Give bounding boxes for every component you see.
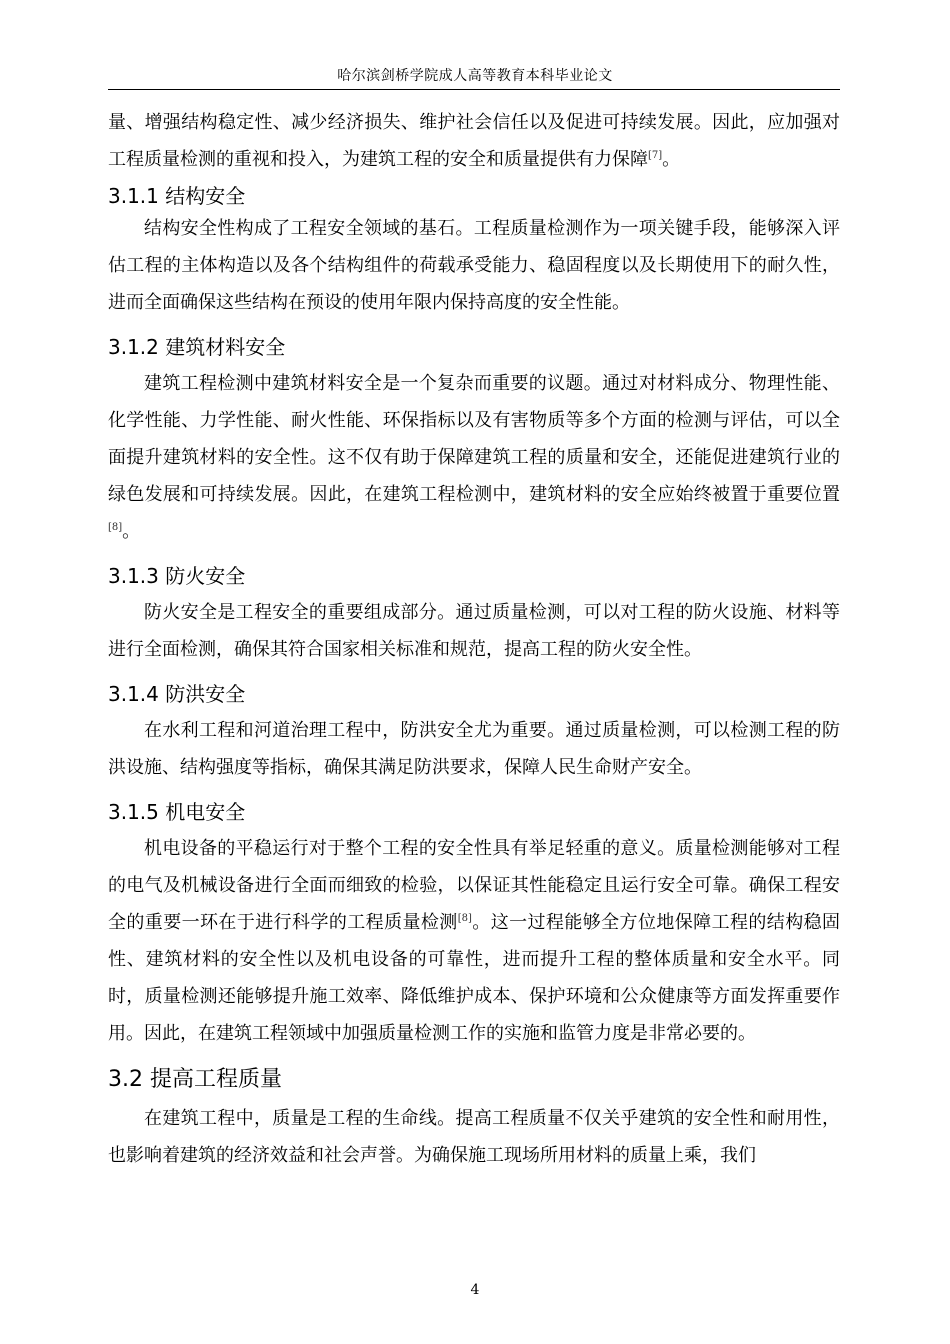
paragraph-3-1-2-tail: 。: [122, 521, 141, 542]
heading-3-1-2: 3.1.2 建筑材料安全: [108, 335, 286, 359]
citation-8: [8]: [108, 522, 123, 533]
paragraph-3-1-2-text: 建筑工程检测中建筑材料安全是一个复杂而重要的议题。通过对材料成分、物理性能、化学性能、力学性能、耐火性能、环保指标以及有害物质等多个方面的检测与评估，可以全面提升建筑材料的安全性。这不仅有助于保障建筑工程的质量和安全，还能促进建筑行业的绿色发展和可持续发展。因此，在建筑工程检测中，建筑材料的安全应始终被置于重要位置: [108, 373, 840, 505]
heading-3-1-3: 3.1.3 防火安全: [108, 564, 246, 588]
paragraph-3-1-5: [108, 830, 840, 1052]
paragraph-3-1-2: [108, 365, 840, 550]
page-header: 哈尔滨剑桥学院成人高等教育本科毕业论文: [337, 68, 613, 84]
paragraph-3-1-5-text-b: 。这一过程能够全方位地保障工程的结构稳固性、建筑材料的安全性以及机电设备的可靠性，进而提升工程的整体质量和安全水平。同时，质量检测还能够提升施工效率、降低维护成本、保护环境和公众健康等方面发挥重要作用。因此，在建筑工程领域中加强质量检测工作的实施和监管力度是非常必要的。: [108, 912, 841, 1044]
citation-8b: [8]: [457, 913, 472, 924]
paragraph-3-2: 在建筑工程中，质量是工程的生命线。提高工程质量不仅关乎建筑的安全性和耐用性，也影响着建筑的经济效益和社会声誉。为确保施工现场所用材料的质量上乘，我们: [108, 1108, 840, 1166]
heading-3-1-5: 3.1.5 机电安全: [108, 800, 246, 824]
page-number: 4: [470, 1282, 480, 1298]
intro-paragraph: [108, 104, 840, 178]
paragraph-3-1-3: 防火安全是工程安全的重要组成部分。通过质量检测，可以对工程的防火设施、材料等进行全面检测，确保其符合国家相关标准和规范，提高工程的防火安全性。: [108, 602, 840, 660]
heading-3-2: 3.2 提高工程质量: [108, 1067, 282, 1092]
citation-7: [7]: [648, 150, 663, 161]
heading-3-1-4: 3.1.4 防洪安全: [108, 682, 246, 706]
intro-tail: 。: [662, 149, 681, 170]
intro-text: 量、增强结构稳定性、减少经济损失、维护社会信任以及促进可持续发展。因此，应加强对工程质量检测的重视和投入，为建筑工程的安全和质量提供有力保障: [108, 112, 840, 170]
header-rule: [108, 89, 840, 90]
heading-3-1-1: 3.1.1 结构安全: [108, 184, 246, 208]
document-body: [108, 104, 840, 1174]
paragraph-3-1-5-text-a: 机电设备的平稳运行对于整个工程的安全性具有举足轻重的意义。质量检测能够对工程的电气及机械设备进行全面而细致的检验，以保证其性能稳定且运行安全可靠。确保工程安全的重要一环在于进行科学的工程质量检测: [108, 838, 840, 933]
paragraph-3-1-1: 结构安全性构成了工程安全领域的基石。工程质量检测作为一项关键手段，能够深入评估工程的主体构造以及各个结构组件的荷载承受能力、稳固程度以及长期使用下的耐久性，进而全面确保这些结构在预设的使用年限内保持高度的安全性能。: [108, 218, 840, 313]
paragraph-3-1-4: 在水利工程和河道治理工程中，防洪安全尤为重要。通过质量检测，可以检测工程的防洪设施、结构强度等指标，确保其满足防洪要求，保障人民生命财产安全。: [108, 720, 840, 778]
